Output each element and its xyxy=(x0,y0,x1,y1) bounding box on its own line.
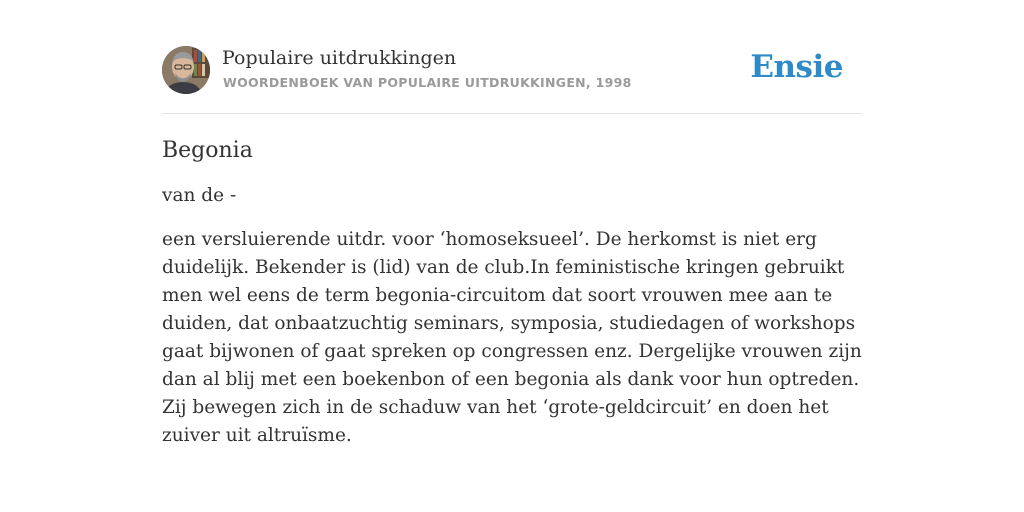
source-subtitle: WOORDENBOEK VAN POPULAIRE UITDRUKKINGEN, 1998 xyxy=(223,75,632,90)
source-header xyxy=(162,46,862,114)
entry-card xyxy=(162,46,862,450)
author-avatar xyxy=(162,46,210,94)
ensie-logo[interactable]: Ensie xyxy=(750,49,843,85)
source-title[interactable]: Populaire uitdrukkingen xyxy=(222,47,457,69)
entry-term: Begonia xyxy=(162,138,253,163)
entry-subtitle: van de - xyxy=(162,185,237,206)
entry-definition: een versluierende uitdr. voor ‘homoseksueel’. De herkomst is niet erg duidelijk. Bekender is (lid) van de club.In feministische kringen gebruikt men wel eens de term begonia-circuitom dat soort vrouwen mee aan te duiden, dat onbaatzuchtig seminars, symposia, studiedagen of workshops gaat bijwonen of gaat spreken op congressen enz. Dergelijke vrouwen zijn dan al blij met een boekenbon of een begonia als dank voor hun optreden. Zij bewegen zich in de schaduw van het ‘grote-geldcircuit’ en doen het zuiver uit altruïsme. xyxy=(162,229,862,446)
